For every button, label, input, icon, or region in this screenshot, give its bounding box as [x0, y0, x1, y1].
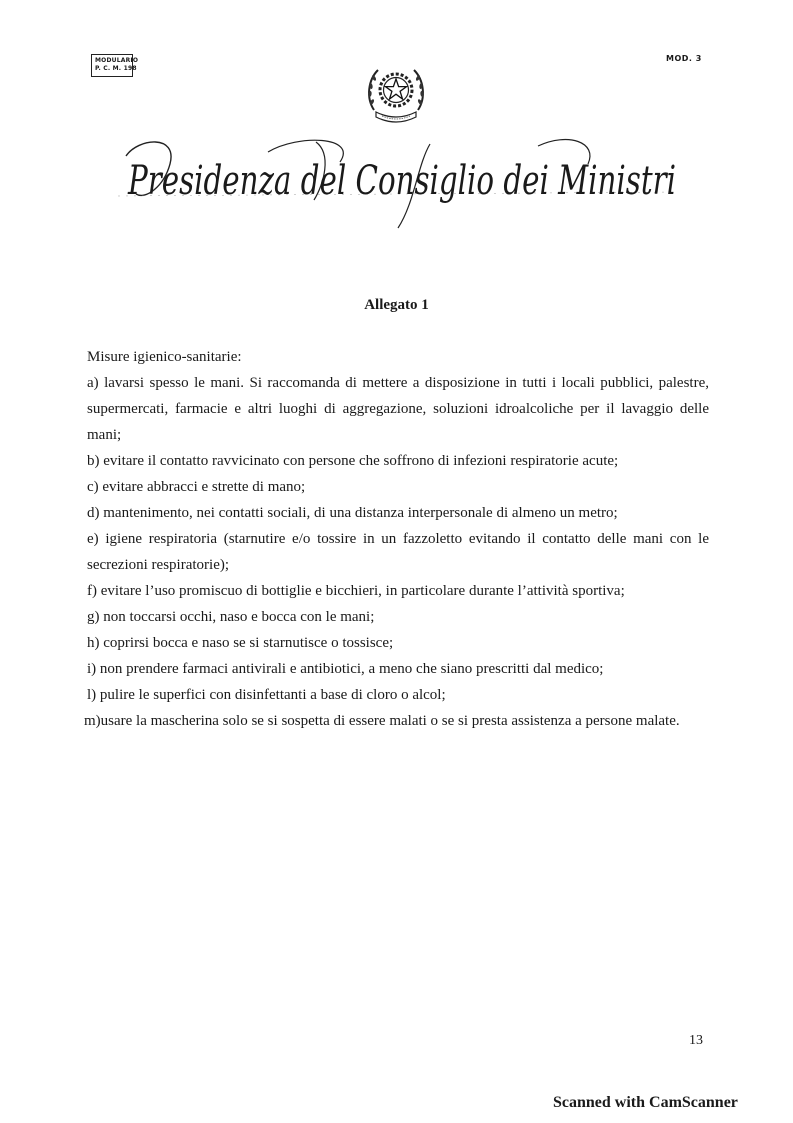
form-code: MOD. 3 [666, 54, 702, 63]
stamp-line-2: P. C. M. 198 [95, 65, 137, 72]
page-number: 13 [689, 1033, 703, 1048]
measures-list [84, 344, 709, 734]
measure-item-f: f) evitare l’uso promiscuo di bottiglie e bicchieri, in particolare durante l’attività sportiva; [87, 583, 625, 599]
institution-name: Presidenza del Consiglio dei Ministri [127, 158, 677, 204]
measure-item-h: h) coprirsi bocca e naso se si starnutisce o tossisce; [87, 635, 394, 651]
measure-item-l: l) pulire le superfici con disinfettanti a base di cloro o alcol; [87, 687, 446, 703]
measure-item-e: e) igiene respiratoria (starnutire e/o tossire in un fazzoletto evitando il contatto delle mani con le secrezioni respiratorie); [87, 531, 709, 573]
measure-item-b: b) evitare il contatto ravvicinato con persone che soffrono di infezioni respiratorie acute; [87, 453, 619, 469]
measure-item-i: i) non prendere farmaci antivirali e antibiotici, a meno che siano prescritti dal medico; [87, 661, 604, 677]
measure-item-g: g) non toccarsi occhi, naso e bocca con le mani; [87, 609, 375, 625]
annex-title: Allegato 1 [364, 297, 429, 313]
scanner-watermark: Scanned with CamScanner [553, 1094, 738, 1111]
institution-header-script [118, 134, 686, 234]
measure-item-c: c) evitare abbracci e strette di mano; [87, 479, 306, 495]
measures-intro: Misure igienico-sanitarie: [87, 349, 242, 365]
measure-item-d: d) mantenimento, nei contatti sociali, di una distanza interpersonale di almeno un metro; [87, 505, 618, 521]
modulario-stamp [91, 54, 139, 77]
measure-item-a: a) lavarsi spesso le mani. Si raccomanda di mettere a disposizione in tutti i locali pubblici, palestre, supermercati, farmacie e altri luoghi di aggregazione, soluzioni idroalcoliche per il lavaggio delle mani; [87, 375, 709, 443]
italian-republic-emblem-icon [364, 58, 428, 128]
measure-item-m: m)usare la mascherina solo se si sospetta di essere malati o se si presta assistenza a persone malate. [84, 713, 680, 729]
stamp-line-1: MODULARIO [95, 57, 139, 64]
